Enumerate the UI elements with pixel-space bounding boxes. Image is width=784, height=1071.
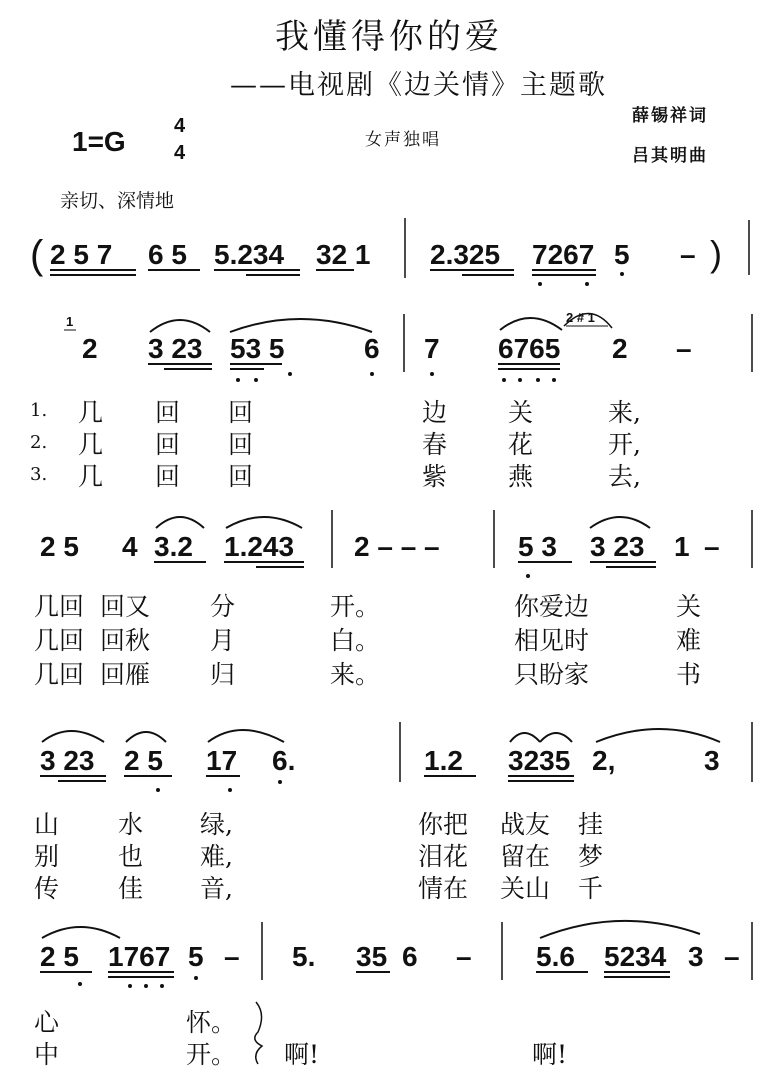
lyric: 怀。 [186,1008,237,1037]
lyric: 回 [228,462,254,491]
note: 6 5 [148,239,187,270]
time-signature-bottom: 4 [174,142,186,164]
lyric: 回秋 [100,626,151,655]
lyric: 挂 [578,810,604,839]
interjection: 啊! [532,1040,568,1069]
performance-note: 女声独唱 [365,130,441,150]
lyric: 水 [118,810,144,839]
grace-note: 1 [66,314,74,329]
lyric: 几回 [34,626,85,655]
lyric: 你把 [418,810,469,839]
note: – [704,531,720,562]
note: 3 [688,941,704,972]
lyric: 几回 [34,660,85,689]
song-title: 我懂得你的爱 [275,17,503,57]
note: 35 [356,941,388,972]
lyric: 中 [34,1040,60,1069]
note: 5234 [604,941,667,972]
verse-number: 2. [30,432,48,453]
lyric: 开。 [186,1040,237,1069]
lyric: 来。 [330,660,381,689]
lyric: 边 [422,398,448,427]
lyric: 春 [422,430,448,459]
note: 3 23 [40,745,95,776]
lyric: 心 [34,1008,60,1037]
lyric: 回又 [100,592,151,621]
lyric: 难 [676,626,702,655]
lyricist-credit: 薛锡祥词 [632,106,708,126]
lyric: 几 [78,462,104,491]
note: 6765 [498,333,561,364]
time-signature-top: 4 [174,115,186,137]
note: 6 [364,333,380,364]
lyric: 来, [608,398,641,427]
lyric: 情在 [418,874,469,903]
grace-note: 2 # 1 [566,310,595,325]
lyric: 燕 [508,462,534,491]
lyric: 难, [200,842,233,871]
lyric: 梦 [578,842,604,871]
note: 53 5 [230,333,285,364]
lyric: 传 [34,874,60,903]
lyric: 书 [676,660,702,689]
lyric: 回雁 [100,660,151,689]
note: 5 3 [518,531,557,562]
note: 4 [122,531,138,562]
lyric: 音, [200,874,233,903]
note: 1.2 [424,745,463,776]
lyric: 关 [676,592,702,621]
note: – [680,239,696,270]
note: 1 [674,531,690,562]
note: 2 [82,333,98,364]
interjection: 啊! [284,1040,320,1069]
lyric: 战友 [500,810,551,839]
note: 5 [614,239,630,270]
lyric: 分 [210,592,236,621]
lyric: 月 [210,626,236,655]
key-signature: 1=G [72,126,126,157]
lyric: 开, [608,430,641,459]
lyric: 山 [34,810,60,839]
note: 2 5 [40,531,79,562]
note: 2 – – – [354,531,440,562]
lyric: 别 [34,842,60,871]
song-subtitle: ——电视剧《边关情》主题歌 [230,70,607,101]
note: – [676,333,692,364]
note: ( [30,233,44,277]
note: 6 [402,941,418,972]
note: 3.2 [154,531,193,562]
lyric: 你爱边 [514,592,590,621]
lyric: 留在 [500,842,551,871]
lyric: 回 [155,430,181,459]
lyric: 几回 [34,592,85,621]
note: 6. [272,745,296,776]
tempo-marking: 亲切、深情地 [60,190,175,212]
note: ) [710,233,722,274]
system-2-notation [64,310,752,382]
note: 2 [612,333,628,364]
note: 3235 [508,745,571,776]
lyric: 绿, [200,810,233,839]
lyric: 几 [78,398,104,427]
note: – [224,941,240,972]
verse-number: 3. [30,464,48,485]
composer-credit: 吕其明曲 [632,146,708,166]
lyric: 白。 [330,626,381,655]
note: 2 5 [124,745,163,776]
note: 7267 [532,239,595,270]
lyric: 去, [608,462,641,491]
system-3-notation [40,510,752,578]
note: 1767 [108,941,171,972]
note: 2 5 7 [50,239,113,270]
note: 3 23 [590,531,645,562]
lyric: 相见时 [514,626,590,655]
lyric: 几 [78,430,104,459]
lyric: 佳 [118,874,144,903]
lyric: 千 [578,874,604,903]
lyric: 回 [155,462,181,491]
lyric: 也 [118,842,144,871]
lyric: 回 [155,398,181,427]
note: – [456,941,472,972]
note: 1.243 [224,531,295,562]
system-4-notation [40,722,752,792]
note: – [724,941,740,972]
note: 2 5 [40,941,79,972]
lyric: 归 [210,660,236,689]
note: 17 [206,745,238,776]
note: 5 [188,941,204,972]
note: 3 [704,745,720,776]
note: 5. [292,941,316,972]
verse-number: 1. [30,400,48,421]
system-1-notation [30,218,749,286]
lyric: 回 [228,398,254,427]
lyric: 只盼家 [514,660,590,689]
note: 2, [592,745,616,776]
lyric: 紫 [422,462,448,491]
lyric: 泪花 [418,842,469,871]
note: 2.325 [430,239,501,270]
note: 5.234 [214,239,285,270]
note: 32 1 [316,239,371,270]
lyric: 关山 [500,874,551,903]
lyric: 回 [228,430,254,459]
system-5-notation [40,921,752,1064]
lyric: 开。 [330,592,381,621]
lyric: 关 [508,398,534,427]
note: 3 23 [148,333,203,364]
note: 5.6 [536,941,575,972]
lyric: 花 [508,430,534,459]
note: 7 [424,333,440,364]
